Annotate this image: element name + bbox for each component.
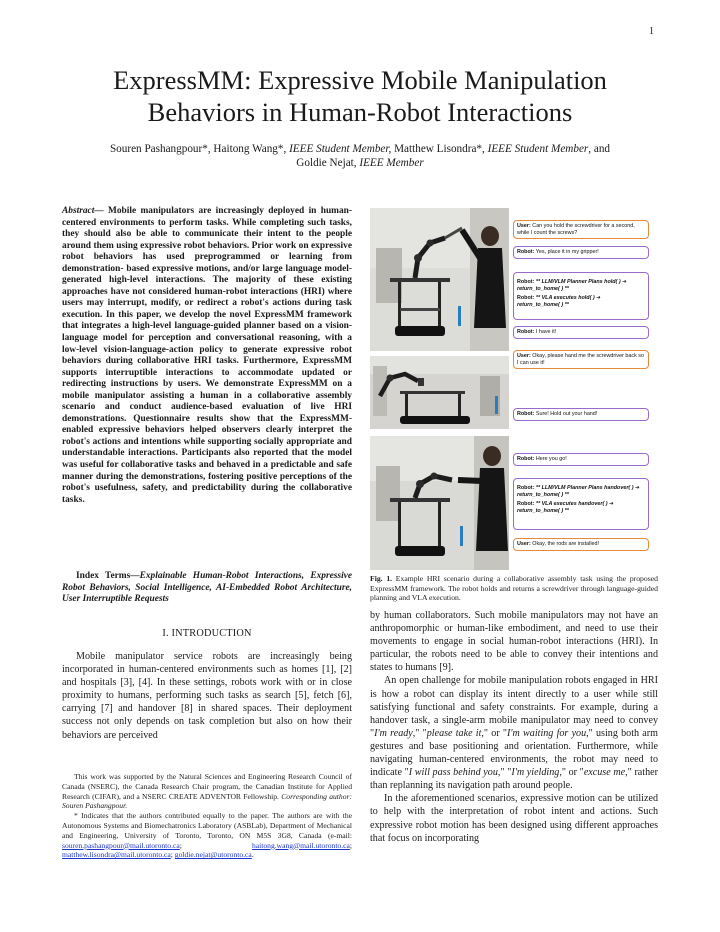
footnote	[62, 772, 352, 860]
email-link-2[interactable]: haitong.wang@mail.utoronto.ca	[251, 840, 350, 850]
author-role-2: IEEE Student Member	[487, 143, 589, 155]
right-column-text	[370, 609, 658, 845]
email-link-1[interactable]: souren.pashangpour@mail.utoronto.ca	[62, 840, 180, 850]
author-role-3: IEEE Member	[359, 157, 424, 169]
index-terms-text: Explainable Human-Robot Interactions, Expressive Robot Behaviors, Social Intelligence, AI-Embedded Robot Architecture, User Interruptible Requests	[62, 571, 352, 605]
abstract-text: — Mobile manipulators are increasingly deployed in human-centered environments to perform tasks. While completing such tasks, they should also be able to communicate their intent to the people around them using expressive robot behaviors. Prior work on expressive robot behaviors has used preprogrammed or learning from demonstration- based expressive motions, and/or large language model-generated high-level interactions. The majority of these existing approaches have not considered human-robot interactions (HRI) where users may interrupt, modify, or redirect a robot's actions during task execution. In this paper, we develop the novel ExpressMM framework that integrates a high-level language-guided planner based on a vision-language model for perception and conversational reasoning, with a low-level vision-language-action policy to generate expressive robot behaviors during collaborative HRI tasks. Furthermore, ExpressMM supports interruptible interactions to accommodate updated or redirecting instructions by users. We demonstrate ExpressMM on a mobile manipulator assisting a human in a collaborative assembly scenario and conduct audience-based evaluation of live HRI demonstrations. Questionnaire results show that the ExpressMM-enabled expressive behaviors helped observers clearly interpret the robot's actions and intentions while supporting socially appropriate and understandable interactions. Participants also reported that the model was useful for collaborative tasks and behaved in a predictable and safe manner during the demonstrations, fostering positive perceptions of the robot's usefulness, safety, and predictability during the collaborative tasks.	[62, 206, 352, 505]
index-terms	[62, 571, 352, 606]
figure-caption-label: Fig. 1.	[370, 574, 393, 583]
author-names-3: , and Goldie Nejat,	[296, 143, 611, 169]
chat-bubble-robot-4: Robot: Here you go!	[513, 453, 649, 466]
email-link-3[interactable]: matthew.lisondra@mail.utoronto.ca	[62, 850, 171, 860]
index-terms-label: Index Terms—	[76, 571, 140, 581]
robot-scene-photo-top	[370, 208, 509, 351]
robot-scene-photo-middle	[370, 356, 509, 429]
corresponding-author: Corresponding author: Souren Pashangpour.	[62, 791, 352, 811]
figure-caption	[370, 574, 658, 603]
chat-bubble-robot-3: Robot: Sure! Hold out your hand!	[513, 408, 649, 421]
section-heading-introduction: I. INTRODUCTION	[162, 628, 252, 639]
chat-bubble-user-3: User: Okay, the rods are installed!	[513, 538, 649, 551]
figure-caption-text: Example HRI scenario during a collaborative assembly task using the proposed ExpressMM framework. The robot holds and returns a screwdriver through language-guided planning and VLA execution.	[370, 574, 658, 602]
author-role-1: IEEE Student Member,	[289, 143, 392, 155]
footnote-affiliation: * Indicates that the authors contributed equally to the paper. The authors are with the Autonomous Systems and Biomechatronics Laboratory (ASBLab), Department of Mechanical and Engineering, University of Toronto, Toronto, ON M5S 3G8, Canada (e-mail: souren.pashangpour@mail.utoronto.ca; haitong.wang@mail.utoronto.ca; matthew.lisondra@mail.utoronto.ca; goldie.nejat@utoronto.ca.	[62, 811, 352, 860]
author-list	[100, 142, 620, 170]
author-names-1: Souren Pashangpour*, Haitong Wang*,	[109, 143, 290, 155]
page-number: 1	[649, 26, 654, 37]
figure-1	[370, 208, 656, 570]
abstract-label: Abstract	[62, 206, 95, 216]
chat-bubble-user-2: User: Okay, please hand me the screwdriver back so I can use it!	[513, 350, 649, 369]
abstract	[62, 206, 352, 506]
paragraph-2: An open challenge for mobile manipulation robots engaged in HRI is how a robot can display its intent directly to a user while still satisfying functional and safety constraints. For example, during a handover task, a single-arm mobile manipulator may need to convey "I'm ready," "please take it," or "I'm waiting for you," using both arm gestures and base positioning and orientation. Furthermore, while navigating human-centered environments, the robot may need to indicate "I will pass behind you," "I'm yielding," or "excuse me," rather than replanning its navigation path around people.	[370, 675, 658, 792]
robot-scene-photo-bottom	[370, 436, 509, 570]
paragraph-1: by human collaborators. Such mobile manipulators may not have an anthropomorphic or human-like embodiment, and need to use their movements to engage in social human-robot interactions (HRI). In particular, the robots need to be able to convey their intentions and states to humans [9].	[370, 610, 658, 674]
chat-bubble-robot-1: Robot: Yes, place it in my gripper!	[513, 246, 649, 259]
chat-bubble-user-1: User: Can you hold the screwdriver for a second, while I count the screws?	[513, 220, 649, 239]
footnote-funding: This work was supported by the Natural Sciences and Engineering Research Council of Canada (NSERC), the Canada Research Chair program, the Canadian Institute for Applied Research (CIFAR), and a NSERC CREATE ADVENTOR Fellowship. Corresponding author: Souren Pashangpour.	[62, 772, 352, 811]
paragraph-3: In the aforementioned scenarios, expressive motion can be utilized to help with the interpretation of robot intent and actions. Such expressive robot motion has been designed using different approaches that focus on incorporating	[370, 793, 658, 844]
chat-bubble-robot-2: Robot: I have it!	[513, 326, 649, 339]
email-link-4[interactable]: goldie.nejat@utoronto.ca	[174, 850, 252, 860]
author-names-2: Matthew Lisondra*,	[391, 143, 488, 155]
chat-bubble-robot-plan-1: Robot: ** LLM/VLM Planner Plans hold( ) ➔ return_to_home( ) ** Robot: ** VLA executes hold( ) ➔ return_to_home( ) **	[513, 272, 649, 320]
paper-title: ExpressMM: Expressive Mobile Manipulation Behaviors in Human-Robot Interactions	[113, 65, 607, 127]
chat-bubble-robot-plan-2: Robot: ** LLM/VLM Planner Plans handover( ) ➔ return_to_home( ) ** Robot: ** VLA executes handover( ) ➔ return_to_home( ) **	[513, 478, 649, 530]
intro-paragraph: Mobile manipulator service robots are increasingly being incorporated in human-centered environments such as homes [1], [2] and hospitals [3], [4]. In these settings, robots work with or in close proximity to humans, performing such tasks as search [5], fetch [6], carrying [7] and handover [8] in shared spaces. Their deployment success not only depends on task completion but also on how their behaviors are perceived	[62, 651, 352, 741]
